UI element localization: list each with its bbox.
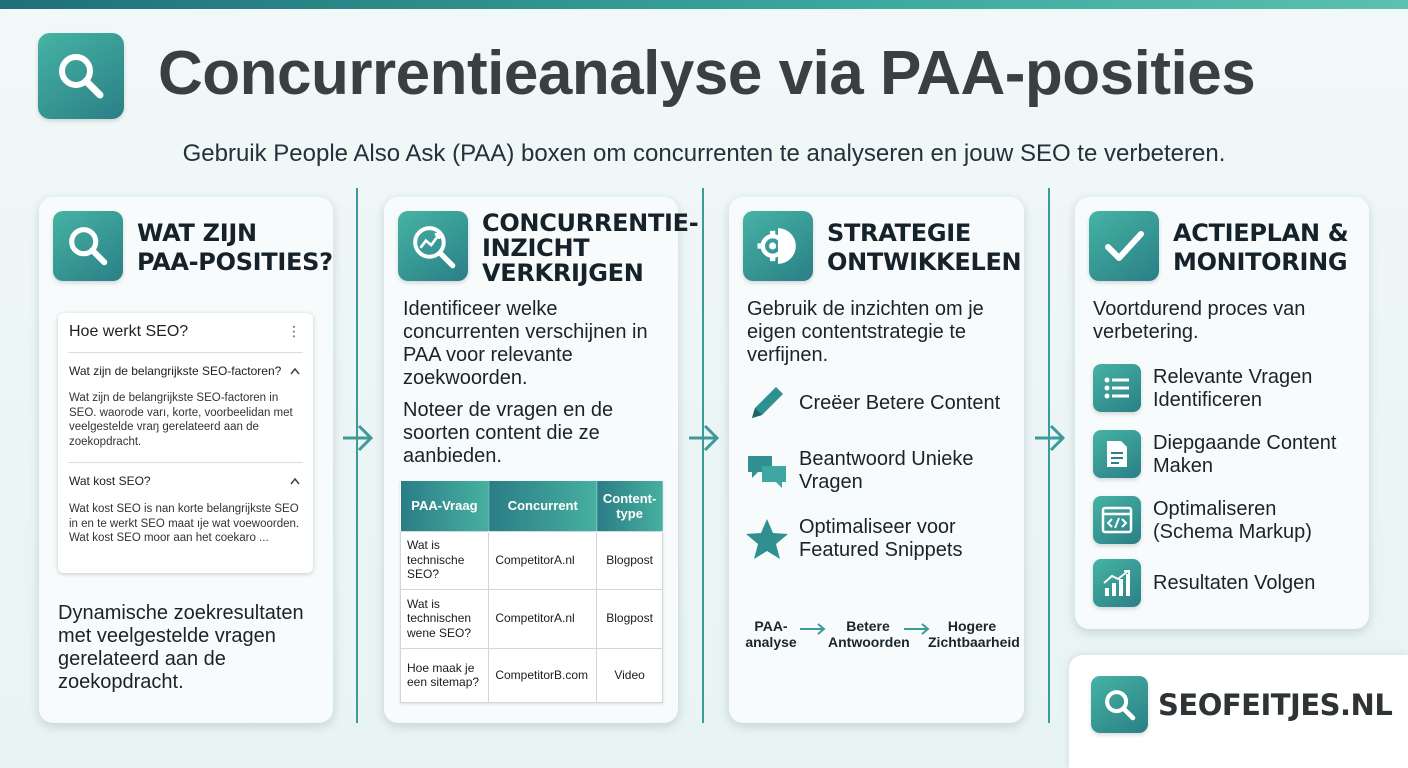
action-item-label: Optimaliseren (Schema Markup) xyxy=(1153,498,1312,543)
table-cell: CompetitorA.nl xyxy=(489,589,597,648)
table-row xyxy=(401,589,663,648)
card-title: CONCURRENTIE- INZICHT VERKRIJGEN xyxy=(482,209,699,287)
paa-widget xyxy=(58,313,313,573)
table-header: Content-type xyxy=(597,481,663,531)
paa-query: Hoe werkt SEO? xyxy=(69,323,189,340)
divider xyxy=(68,352,303,353)
chevron-right-icon xyxy=(1033,420,1067,456)
paa-answer: Wat kost SEO is nan korte belangrijkste SEO in en te werkt SEO maat ıje wat voewoorden. Wat kost SEO moor aan het coekaro ... xyxy=(69,503,300,544)
search-icon xyxy=(1091,676,1148,733)
paa-question[interactable]: Wat zijn de belangrijkste SEO-factoren? xyxy=(69,364,282,378)
chat-bubbles-icon xyxy=(744,448,790,494)
brain-gear-icon xyxy=(743,211,813,281)
code-icon xyxy=(1093,496,1141,544)
strategy-item-label: Creëer Betere Content xyxy=(799,392,1001,414)
card-title: STRATEGIE ONTWIKKELEN xyxy=(827,219,1022,276)
pencil-icon xyxy=(744,380,790,426)
chevron-right-icon xyxy=(687,420,721,456)
table-cell: CompetitorA.nl xyxy=(489,531,597,589)
growth-chart-icon xyxy=(1093,559,1141,607)
arrow-right-icon xyxy=(903,622,931,636)
action-item-label: Relevante Vragen Identificeren xyxy=(1153,366,1313,411)
table-row xyxy=(401,531,663,589)
top-accent-bar xyxy=(0,0,1408,9)
table-cell: Wat is technische SEO? xyxy=(401,531,489,589)
card-text: Noteer de vragen en de soorten content die ze aanbieden. xyxy=(403,399,614,467)
analytics-search-icon xyxy=(398,211,468,281)
card-title: WAT ZIJN PAA-POSITIES? xyxy=(137,219,333,276)
brand-name[interactable]: SEOFEITJES.NL xyxy=(1158,688,1393,722)
search-icon xyxy=(38,33,124,119)
table-cell: CompetitorB.com xyxy=(489,648,597,702)
document-icon xyxy=(1093,430,1141,478)
action-item-label: Resultaten Volgen xyxy=(1153,572,1316,594)
list-icon xyxy=(1093,364,1141,412)
divider xyxy=(68,462,303,463)
flow-step: Hogere Zichtbaarheid xyxy=(928,618,1020,650)
table-cell: Video xyxy=(597,648,663,702)
card-description: Dynamische zoekresultaten met veelgestelde vragen gerelateerd aan de zoekopdracht. xyxy=(58,602,304,693)
card-text: Voortdurend proces van verbetering. xyxy=(1093,298,1306,343)
paa-answer: Wat zijn de belangrijkste SEO-factoren in SEO. waorode varı, korte, voorbeelidan met veelgestelde vraŋ gerelateerd aan de zoekopdracht. xyxy=(69,392,293,448)
competitor-table xyxy=(400,481,663,703)
flow-step: PAA-analyse xyxy=(745,618,797,650)
strategy-item-label: Beantwoord Unieke Vragen xyxy=(799,448,974,493)
card-title: ACTIEPLAN & MONITORING xyxy=(1173,219,1349,276)
table-header: PAA-Vraag xyxy=(401,481,489,531)
checkmark-icon xyxy=(1089,211,1159,281)
chevron-up-icon[interactable] xyxy=(290,477,300,485)
table-header: Concurrent xyxy=(489,481,597,531)
flow-step: Betere Antwoorden xyxy=(828,618,910,650)
table-cell: Hoe maak je een sitemap? xyxy=(401,648,489,702)
search-icon xyxy=(53,211,123,281)
page-title: Concurrentieanalyse via PAA-posities xyxy=(158,39,1256,108)
action-item-label: Diepgaande Content Maken xyxy=(1153,432,1337,477)
chevron-right-icon xyxy=(341,420,375,456)
card-text: Gebruik de inzichten om je eigen contentstrategie te verfijnen. xyxy=(747,298,984,366)
more-options-icon[interactable]: ⋮ xyxy=(287,323,301,339)
table-cell: Wat is technischen wene SEO? xyxy=(401,589,489,648)
arrow-right-icon xyxy=(799,622,827,636)
page-subtitle: Gebruik People Also Ask (PAA) boxen om concurrenten te analyseren en jouw SEO te verbeteren. xyxy=(182,140,1226,167)
table-cell: Blogpost xyxy=(597,589,663,648)
card-text: Identificeer welke concurrenten verschijnen in PAA voor relevante zoekwoorden. xyxy=(403,298,648,389)
paa-question[interactable]: Wat kost SEO? xyxy=(69,474,151,488)
chevron-up-icon[interactable] xyxy=(290,367,300,375)
star-icon xyxy=(744,516,790,562)
table-cell: Blogpost xyxy=(597,531,663,589)
strategy-item-label: Optimaliseer voor Featured Snippets xyxy=(799,516,963,561)
table-row xyxy=(401,648,663,702)
